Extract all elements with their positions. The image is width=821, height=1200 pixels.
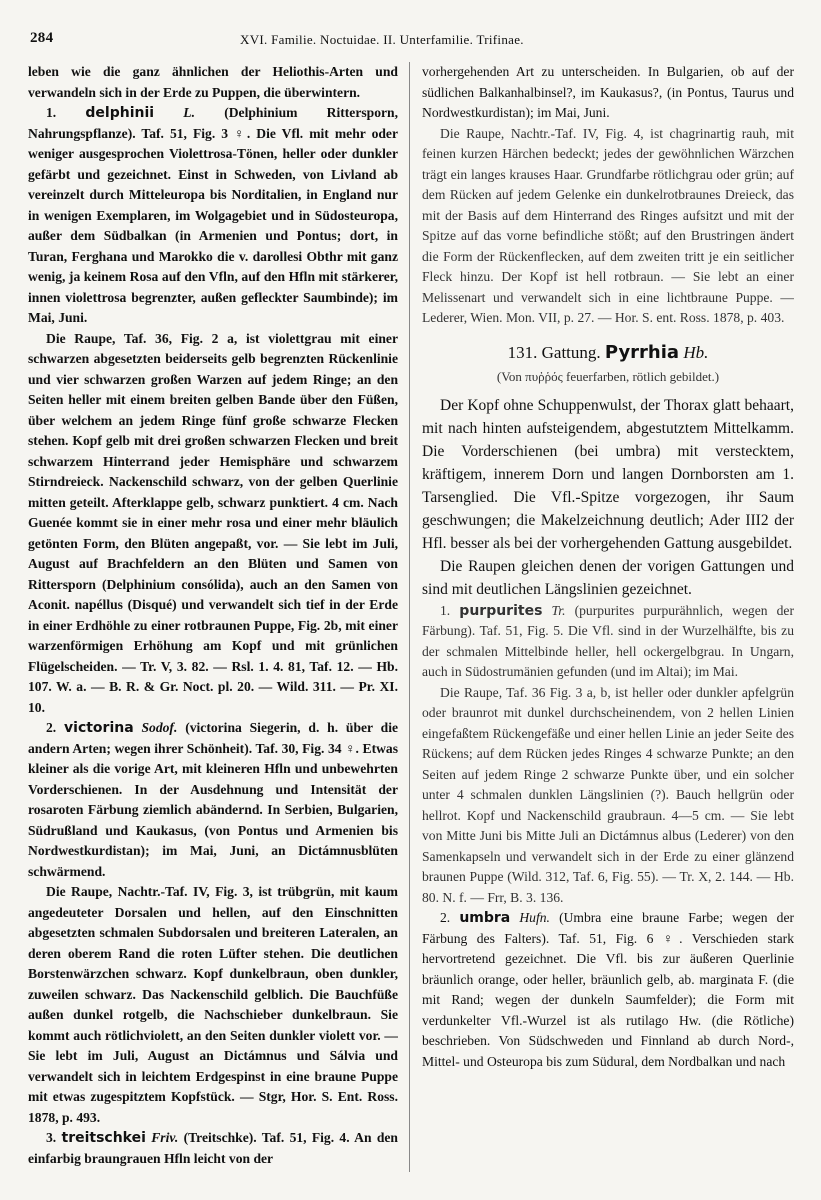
species-name: treitschkei	[61, 1130, 146, 1146]
genus-author: Hb.	[683, 342, 709, 362]
species-text: (Umbra eine braune Farbe; wegen der Färbung des Falters). Taf. 51, Fig. 6 ♀. Verschieden stark hervortretend gezeichnet. Die Vfl. bis zur äußeren Querlinie bräunlich orange, oder heller, bräunlich gelb, ab. marginata F. (die mit Rand; wegen der dunkeln Saumfelder); die Form mit verdunkelter Vfl.-Wurzel ist als rutilago Hw. (die Rötliche) beschrieben. Von Südschweden und Finnland ab durch Nord-, Mittel- und Osteuropa bis zum Südural, dem Nordbalkan und nach	[422, 910, 794, 1069]
genus-heading	[422, 343, 794, 364]
species-name: delphinii	[85, 105, 155, 121]
left-column	[28, 62, 398, 1172]
species-name: victorina	[64, 720, 134, 736]
genus-larvae-paragraph: Die Raupen gleichen denen der vorigen Gattungen und sind mit deutlichen Längslinien gezeichnet.	[422, 557, 794, 598]
larva-paragraph-victorina: Die Raupe, Nachtr.-Taf. IV, Fig. 3, ist trübgrün, mit kaum angedeuteter Dorsalen und hellen, auf den Einschnitten abgesetzten schmalen Subdorsalen und breiteren Lateralen, an deren oberem Rand die roten Lüfter stehen. Die deutlichen Borstenwärzchen schwarz. Kopf dunkelbraun, oben dunkler, zuweilen schwarz. Das Nackenschild gelblich. Die Bauchfüße außen dunkel rotgelb, die Nachschieber dunkelbraun. Sie kommt auch rötlichviolett, an den Seiten dunkler violett vor. — Sie lebt im Juli, August an Dictámnus und Sálvia und verwandelt sich in leichtem Erdgespinst in eine braune Puppe mit etwas zugespitztem Kopfstück. — Stgr, Hor. S. Ent. Ross. 1878, p. 493.	[28, 884, 398, 1125]
genus-etymology: (Von πυῤῥός feuerfarben, rötlich gebildet.)	[496, 369, 720, 384]
continuation-paragraph: vorhergehenden Art zu unterscheiden. In Bulgarien, ob auf der südlichen Balkanhalbinsel?, im Kaukasus?, (in Pontus, Taurus und Nordwestkurdistan); im Mai, Juni.	[422, 64, 794, 120]
intro-paragraph: leben wie die ganz ähnlichen der Heliothis-Arten und verwandeln sich in der Erde zu Puppen, die überwintern.	[28, 64, 398, 100]
species-author: L.	[183, 105, 195, 120]
species-author: Tr.	[551, 602, 566, 618]
species-entry-purpurites	[422, 601, 794, 683]
right-column	[422, 62, 794, 1172]
species-entry-victorina	[28, 718, 398, 882]
species-entry-treitschkei	[28, 1128, 398, 1169]
running-title: XVI. Familie. Noctuidae. II. Unterfamilie. Trifinae.	[240, 32, 524, 47]
page-number: 284	[30, 30, 54, 46]
species-name: umbra	[459, 910, 511, 926]
species-author: Sodof.	[141, 720, 178, 735]
species-text: (Delphinium Rittersporn, Nahrungspflanze). Taf. 51, Fig. 3 ♀. Die Vfl. mit mehr oder weniger ausgesprochen Violettrosa-Tönen, heller oder dunkler gefärbt und gezeichnet. Einst in Schweden, von Livland ab vereinzelt durch Mitteleuropa bis Norditalien, in England nur in wenigen Exemplaren, im Wolgagebiet und in Südosteuropa, außer dem Südbalkan (in Armenien und Pontus; dort, in Turan, Ferghana und Marokko die v. darollesi Obthr mit ganz wenig, ja keinem Rosa auf den Vfln, auf den Hfln mit stärkerer, innen violettrosa begrenzter, außen gefleckter Saumbinde); im Mai, Juni.	[28, 105, 398, 325]
species-text: (Treitschke). Taf. 51, Fig. 4. An den einfarbig braungrauen Hfln leicht von der	[28, 1130, 398, 1166]
species-text: (victorina Siegerin, d. h. über die andern Arten; wegen ihrer Schönheit). Taf. 30, Fig. 34 ♀. Etwas kleiner als die vorige Art, mit kleineren Hfln und unbewehrten Vorderschienen. In der Ausdehnung und Intensität der rosaroten Färbung ziemlich abändernd. In Serbien, Bulgarien, Südrußland und Kaukasus, (von Pontus und Armenien bis Nordwestkurdistan); im Mai, Juni, an Dictámnusblüten schwärmend.	[28, 720, 398, 879]
genus-description: Der Kopf ohne Schuppenwulst, der Thorax glatt behaart, mit nach hinten aufsteigendem, abgestutztem Mittelkamm. Die Vorderschienen (bei umbra) mit verstecktem, kräftigem, innerem Dorn und langen Dornborsten am 1. Tarsenglied. Die Vfl.-Spitze vorgezogen, ihr Saum geschwungen; die Makelzeichnung deutlich; Ader III2 der Hfl. besser als bei der vorhergehenden Gattung ausgebildet.	[422, 396, 794, 552]
species-author: Friv.	[151, 1130, 179, 1145]
species-number: 3.	[46, 1130, 57, 1145]
species-number: 1.	[46, 105, 57, 120]
species-number: 2.	[440, 910, 451, 925]
page-header	[30, 30, 793, 52]
genus-name: Pyrrhia	[604, 341, 680, 363]
column-divider	[409, 62, 410, 1172]
larva-paragraph-purpurites: Die Raupe, Taf. 36 Fig. 3 a, b, ist heller oder dunkler apfelgrün oder braunrot mit dunkel durchscheinendem, von 2 hellen Linien eingefaßtem Rückengefäße und einer hellen Linie an jeder Seite des Rückens; auf dem Rücken jedes Ringes 4 schwarze Punkte; an den Seiten auf jedem Ringe 2 schwarze Punkte über, und ein solcher unter 4 schmalen dunklen Längslinien (?). Bauch hellgrün oder hellrot. Kopf und Nackenschild graubraun. 4—5 cm. — Sie lebt von Mitte Juni bis Mitte Juli an Dictámnus albus (Lederer) von den Samenkapseln und verwandelt sich in der Erde zu einer glänzend braunen Puppe (Wild. 312, Taf. 6, Fig. 55). — Tr. X, 2. 144. — Hb. 80. N. f. — Frr, B. 3. 136.	[422, 684, 794, 905]
species-number: 2.	[46, 720, 57, 735]
species-name: purpurites	[459, 602, 543, 619]
larva-paragraph-delphinii: Die Raupe, Taf. 36, Fig. 2 a, ist violettgrau mit einer schwarzen abgesetzten beiderseits gelb begrenzten Rückenlinie und vier schwarzen großen Warzen auf jedem Ringe; an den Seiten heller mit einem breiten gelben Bande über den Füßen, über welchem an jedem Ringe fünf große schwarze Flecken stehen. Kopf gelb mit drei großen schwarzen Flecken und breit schwarzem Hinterrand jeder Hemisphäre und schwarzem Stirndreieck. Nackenschild schwarz, von der gelben Querlinie mitten geteilt. Afterklappe gelb, schwarz punktiert. 4 cm. Nach Guenée kommt sie in einer mehr rosa und einer mehr bläulich getönten Form, den Blüten angepaßt, vor. — Sie lebt im Juli, August auf Brachfeldern an den Blüten und Samen von Rittersporn (Delphinium consólida), auch an den Samen von Aconit. napéllus (Disqué) und verwandelt sich tief in der Erde in einer Erdhöhle zu einer rotbraunen Puppe, Fig. 2b, mit einer warzenförmigen Erhöhung am Kopf und mit grünlichen Flügelscheiden. — Tr. V, 3. 82. — Rsl. 1. 4. 81, Taf. 12. — Hb. 107. W. a. — B. R. & Gr. Noct. pl. 20. — Wild. 311. — Pr. XI. 10.	[28, 330, 398, 715]
species-text: (purpurites purpurähnlich, wegen der Färbung). Taf. 51, Fig. 5. Die Vfl. sind in der Wurzelhälfte, bis zu der schmalen Mittelbinde heller, hell ockergelbgrau. In Ungarn, auch in Südostrumänien gefunden (und im Altai); im Mai.	[422, 602, 794, 679]
species-number: 1.	[440, 602, 451, 618]
species-entry-delphinii	[28, 103, 398, 329]
larva-paragraph-treitschkei: Die Raupe, Nachtr.-Taf. IV, Fig. 4, ist chagrinartig rauh, mit feinen kurzen Härchen bedeckt; jedes der gewöhnlichen Wärzchen trägt ein langes krauses Haar. Grundfarbe rötlichgrau oder grün; auf dem Rücken auf jedem Gelenke ein dunkelrotbraunes Dreieck, das mit der Basis auf dem Hinterrand des Ringes aufsitzt und mit der Spitze auf das vorne befindliche stößt; auf den Brustringen ändert die Form der Rückenflecken, auf dem zweiten tritt je ein seitlicher Fleck hinzu. Der Kopf ist hell rotbraun. — Sie lebt an einer Melissenart und verwandelt sich in eine lichtbraune Puppe. — Lederer, Wien. Mon. VII, p. 27. — Hor. S. ent. Ross. 1878, p. 403.	[422, 125, 794, 325]
species-entry-umbra	[422, 908, 794, 1072]
genus-number: 131. Gattung.	[507, 342, 601, 362]
species-author: Hufn.	[519, 910, 550, 925]
